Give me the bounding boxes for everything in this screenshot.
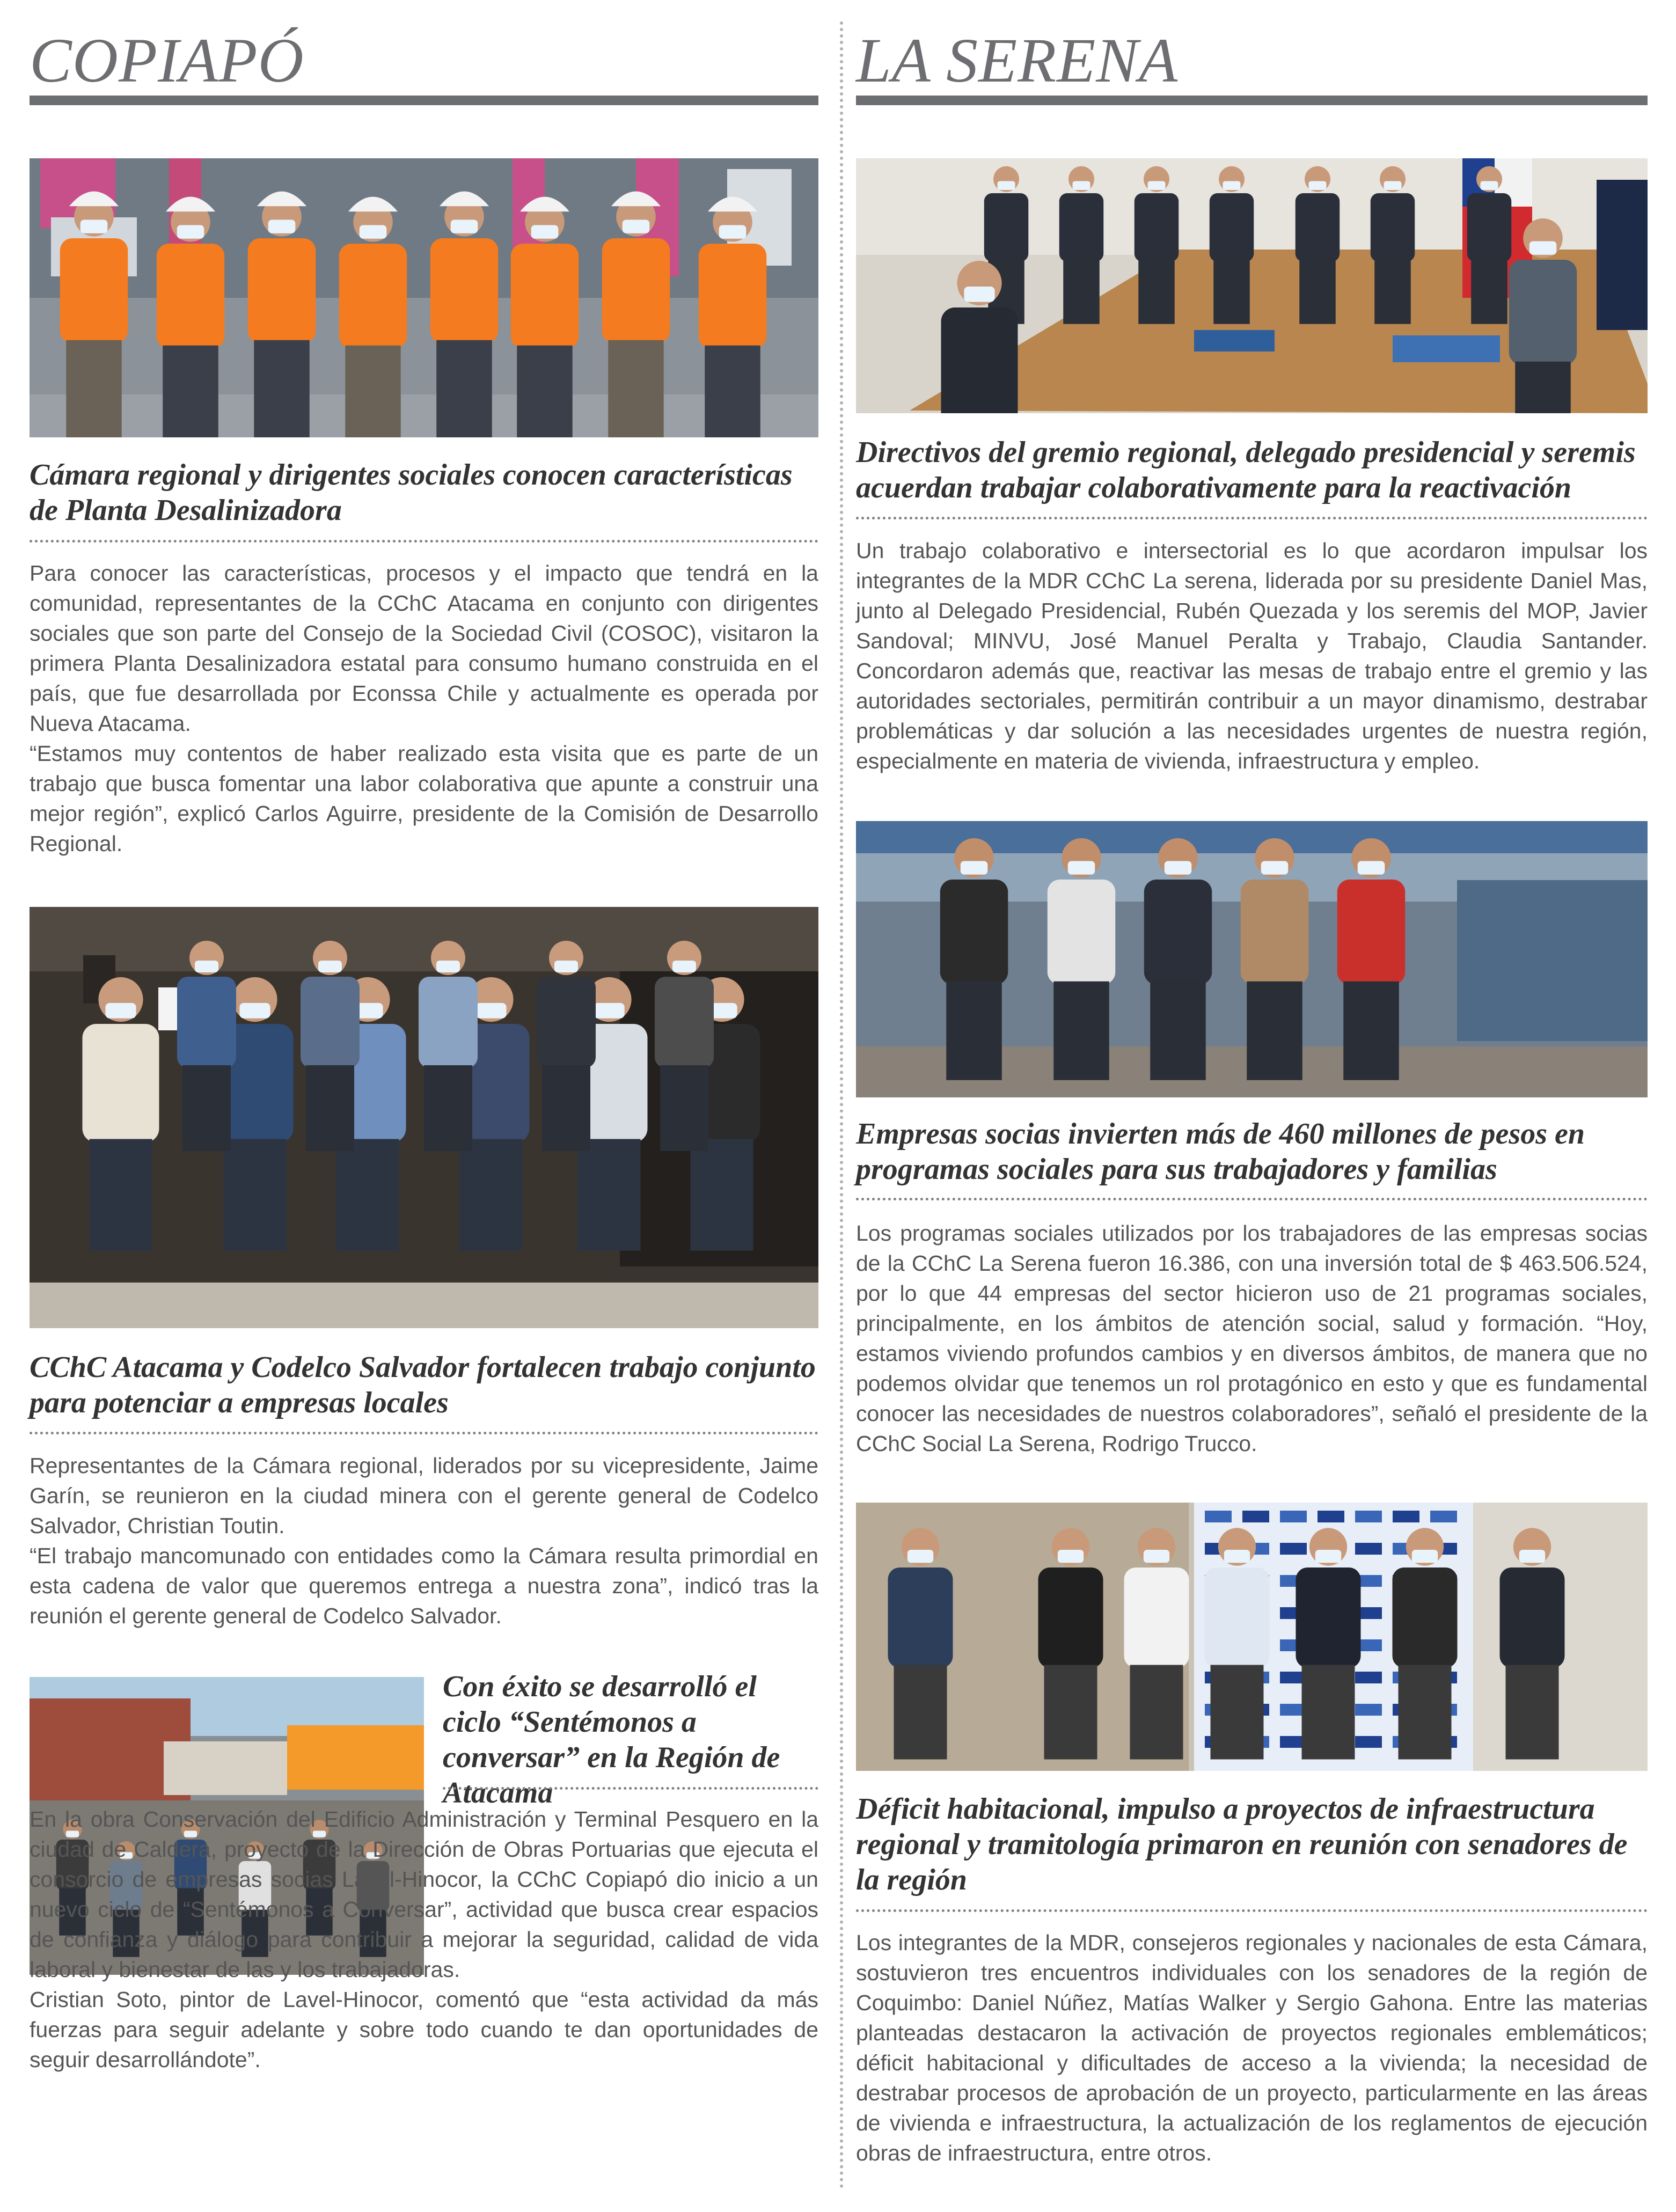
- region-bar: [30, 96, 818, 105]
- article-body-desalination: [30, 558, 818, 859]
- article-body-social-programs: [856, 1218, 1648, 1459]
- photo-desalination-plant-group: [30, 158, 818, 437]
- headline-social-programs: Empresas socias invierten más de 460 millones de pesos en programas sociales para sus trabajadores y familias: [856, 1117, 1585, 1186]
- paragraph: Cristian Soto, pintor de Lavel-Hinocor, comentó que “esta actividad da más fuerzas para seguir adelante y sobre todo cuando te dan oportunidades de seguir desarrollándote”.: [30, 1987, 818, 2072]
- paragraph: “El trabajo mancomunado con entidades como la Cámara resulta primordial en esta cadena de valor que queremos entrega a nuestra zona”, indicó tras la reunión el gerente general de Codelco Salvador.: [30, 1543, 818, 1628]
- article-body-sentemonos: [30, 1804, 818, 2075]
- paragraph: En la obra Conservación del Edificio Administración y Terminal Pesquero en la ciudad de Caldera, proyecto de la Dirección de Obras Portuarias que ejecuta el consorcio de empresas socias Lavel-Hinocor, la CChC Copiapó dio inicio a un nuevo ciclo de “Sentémonos a Conversar”, actividad que busca crear espacios de confianza y diálogo para contribuir a mejorar la seguridad, calidad de vida laboral y bienestar de las y los trabajadoras.: [30, 1807, 818, 1982]
- headline-codelco: CChC Atacama y Codelco Salvador fortalecen trabajo conjunto para potenciar a empresas locales: [30, 1351, 816, 1419]
- headline-rule: [856, 517, 1648, 519]
- region-title-la-serena: LA SERENA: [856, 25, 1179, 96]
- paragraph: Un trabajo colaborativo e intersectorial es lo que acordaron impulsar los integrantes de la MDR CChC La serena, liderada por su presidente Daniel Mas, junto al Delegado Presidencial, Rubén Quezada y los seremis del MOP, Javier Sandoval; MINVU, José Manuel Peralta y Trabajo, Claudia Santander. Concordaron además que, reactivar las mesas de trabajo entre el gremio y las autoridades sectoriales, permitirán contribuir a un mayor dinamismo, destrabar problemáticas y dar solución a las necesidades urgentes de nuestra región, especialmente en materia de vivienda, infraestructura y empleo.: [856, 538, 1648, 773]
- photo-meeting-authorities: [856, 158, 1648, 413]
- column-copiapo: [30, 0, 818, 2212]
- paragraph: “Estamos muy contentos de haber realizado esta visita que es parte de un trabajo que busca fomentar una labor colaborativa que apunte a construir una mejor región”, explicó Carlos Aguirre, presidente de la Comisión de Desarrollo Regional.: [30, 741, 818, 856]
- paragraph: Los integrantes de la MDR, consejeros regionales y nacionales de esta Cámara, sostuvieron tres encuentros individuales con los senadores de la región de Coquimbo: Daniel Núñez, Matías Walker y Sergio Gahona. Entre las materias planteadas destacaron la activación de proyectos regionales emblemáticos; déficit habitacional y dificultades de acceso a la vivienda; la necesidad de destrabar procesos de aprobación de un proyecto, particularmente en las áreas de vivienda e infraestructura, la actualización de los reglamentos de ejecución obras de infraestructura, entre otros.: [856, 1930, 1648, 2165]
- headline-authorities: Directivos del gremio regional, delegado presidencial y seremis acuerdan trabajar colaborativamente para la reactivación: [856, 436, 1636, 504]
- article-body-senators: [856, 1928, 1648, 2168]
- photo-workers-social-programs: [856, 821, 1648, 1097]
- headline-desalination: Cámara regional y dirigentes sociales conocen características de Planta Desalinizadora: [30, 458, 793, 527]
- headline-rule: [856, 1198, 1648, 1200]
- paragraph: Representantes de la Cámara regional, liderados por su vicepresidente, Jaime Garín, se reunieron en la ciudad minera con el gerente general de Codelco Salvador, Christian Toutin.: [30, 1453, 818, 1538]
- paragraph: Para conocer las características, procesos y el impacto que tendrá en la comunidad, representantes de la CChC Atacama en conjunto con dirigentes sociales que son parte del Consejo de la Sociedad Civil (COSOC), visitaron la primera Planta Desalinizadora estatal para consumo humano construida en el país, que fue desarrollada por Econssa Chile y actualmente es operada por Nueva Atacama.: [30, 561, 818, 736]
- headline-rule: [30, 540, 818, 543]
- region-title-copiapo: COPIAPÓ: [30, 25, 304, 96]
- headline-rule: [856, 1909, 1648, 1912]
- paragraph: Los programas sociales utilizados por los trabajadores de las empresas socias de la CChC La Serena fueron 16.386, con una inversión total de $ 463.506.524, por lo que 44 empresas del sector hicieron uso de 21 programas sociales, principalmente, en los ámbitos de atención social, salud y formación. “Hoy, estamos viviendo profundos cambios y en diversos ámbitos, de manera que no podemos olvidar que tenemos un rol protagónico en esto y que es fundamental conocer las necesidades de nuestros colaboradores”, señaló el presidente de la CChC Social La Serena, Rodrigo Trucco.: [856, 1221, 1648, 1456]
- column-divider: [840, 21, 843, 2189]
- photo-codelco-group: [30, 907, 818, 1328]
- article-body-authorities: [856, 536, 1648, 776]
- headline-sentemonos: Con éxito se desarrolló el ciclo “Sentémonos a conversar” en la Región de Atacama: [443, 1670, 780, 1810]
- column-la-serena: [856, 0, 1648, 2212]
- headline-senators: Déficit habitacional, impulso a proyectos de infraestructura regional y tramitología primaron en reunión con senadores de la región: [856, 1792, 1628, 1896]
- headline-rule: [443, 1787, 818, 1790]
- photo-senators-meeting: [856, 1503, 1648, 1771]
- headline-rule: [30, 1432, 818, 1434]
- article-body-codelco: [30, 1451, 818, 1631]
- region-bar: [856, 96, 1648, 105]
